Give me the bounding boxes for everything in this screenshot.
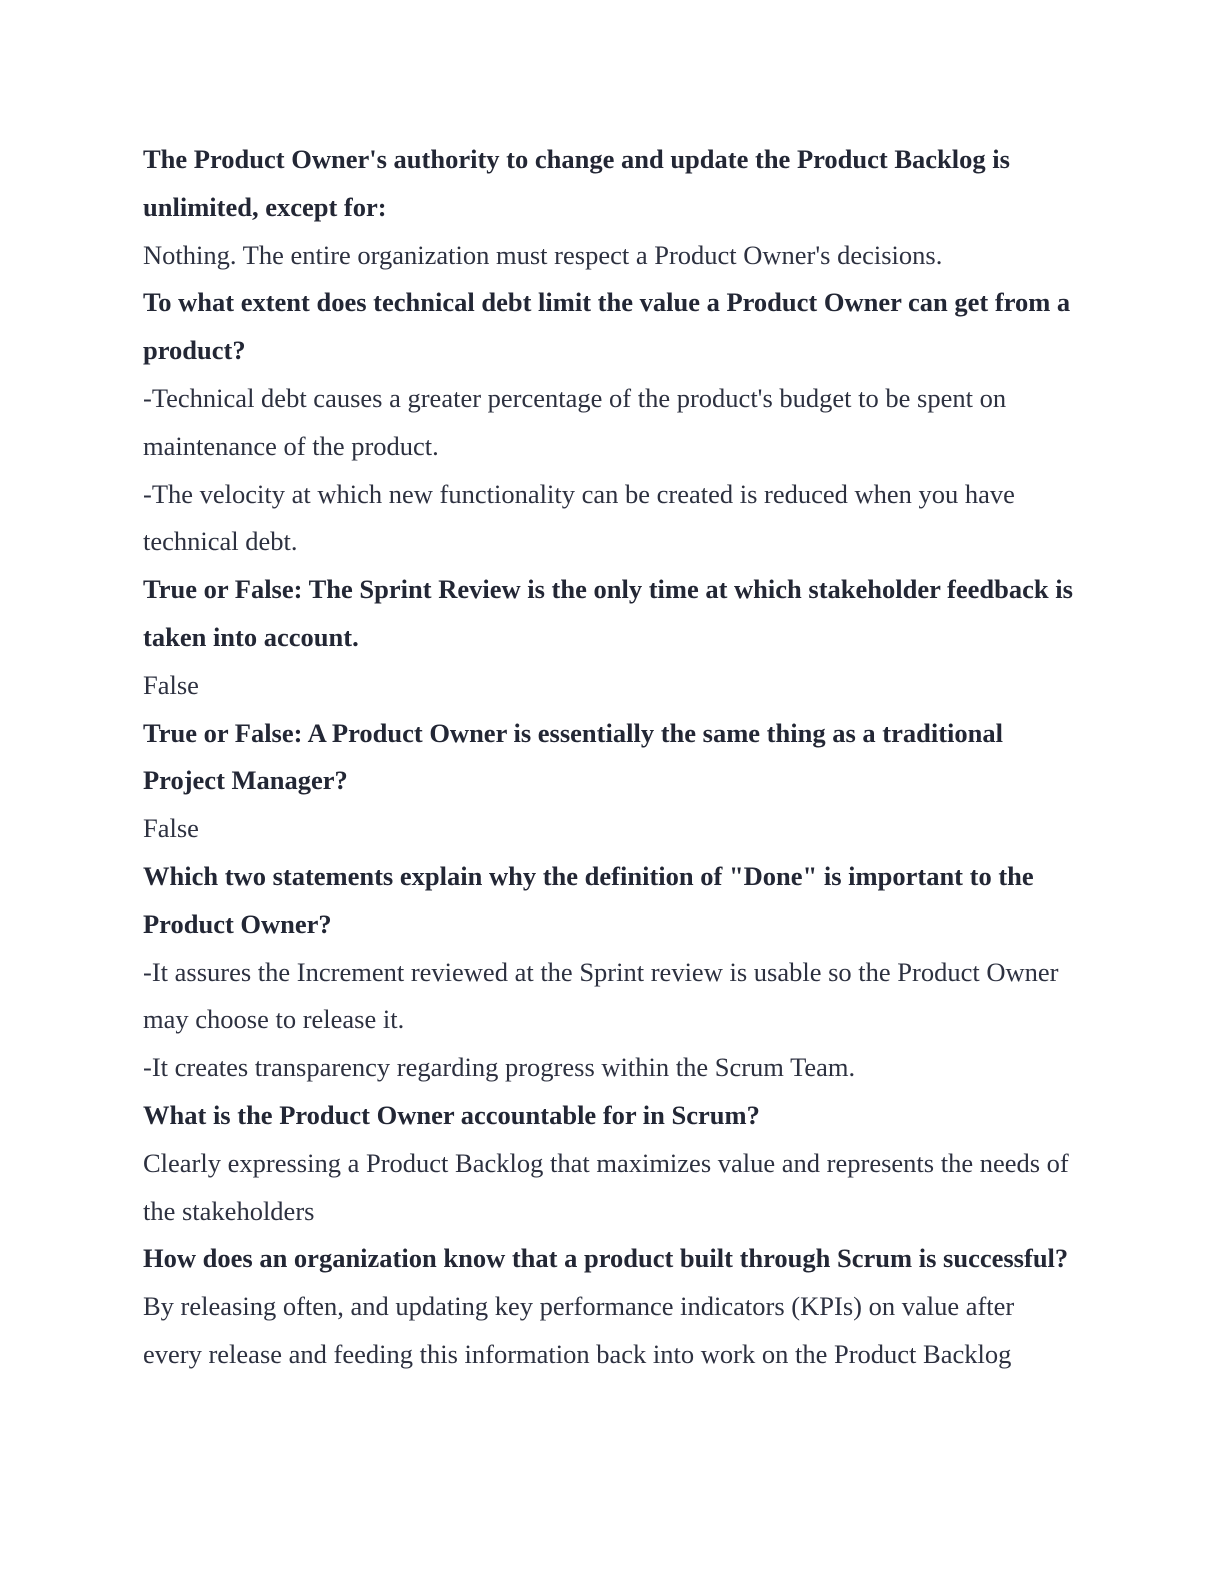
question-text: How does an organization know that a product built through Scrum is successful? [143, 1243, 1069, 1274]
answer-text: -It assures the Increment reviewed at the Sprint review is usable so the Product Owner may choose to release it. [143, 956, 1059, 1035]
qa-item [143, 1092, 1078, 1235]
answer-text: Clearly expressing a Product Backlog that maximizes value and represents the needs of the stakeholders [143, 1147, 1069, 1226]
qa-item [143, 853, 1078, 1092]
answer-text: False [143, 669, 199, 700]
question-text: To what extent does technical debt limit the value a Product Owner can get from a product? [143, 287, 1071, 366]
question-text: True or False: A Product Owner is essentially the same thing as a traditional Project Manager? [143, 717, 1004, 796]
document-page [143, 136, 1078, 1379]
answer-text: Nothing. The entire organization must respect a Product Owner's decisions. [143, 239, 943, 270]
answer-text: -The velocity at which new functionality can be created is reduced when you have technical debt. [143, 478, 1015, 557]
qa-item [143, 136, 1078, 279]
question-text: Which two statements explain why the definition of "Done" is important to the Product Owner? [143, 860, 1034, 939]
answer-text: -Technical debt causes a greater percentage of the product's budget to be spent on maintenance of the product. [143, 382, 1007, 461]
qa-item [143, 279, 1078, 566]
qa-item [143, 566, 1078, 709]
qa-item [143, 1235, 1078, 1378]
question-text: True or False: The Sprint Review is the only time at which stakeholder feedback is taken into account. [143, 574, 1073, 652]
question-text: What is the Product Owner accountable for in Scrum? [143, 1099, 760, 1130]
answer-text: By releasing often, and updating key performance indicators (KPIs) on value after every release and feeding this information back into work on the Product Backlog [143, 1291, 1015, 1369]
question-text: The Product Owner's authority to change and update the Product Backlog is unlimited, except for: [143, 144, 1010, 222]
answer-text: -It creates transparency regarding progress within the Scrum Team. [143, 1052, 856, 1083]
qa-item [143, 710, 1078, 853]
answer-text: False [143, 813, 199, 844]
